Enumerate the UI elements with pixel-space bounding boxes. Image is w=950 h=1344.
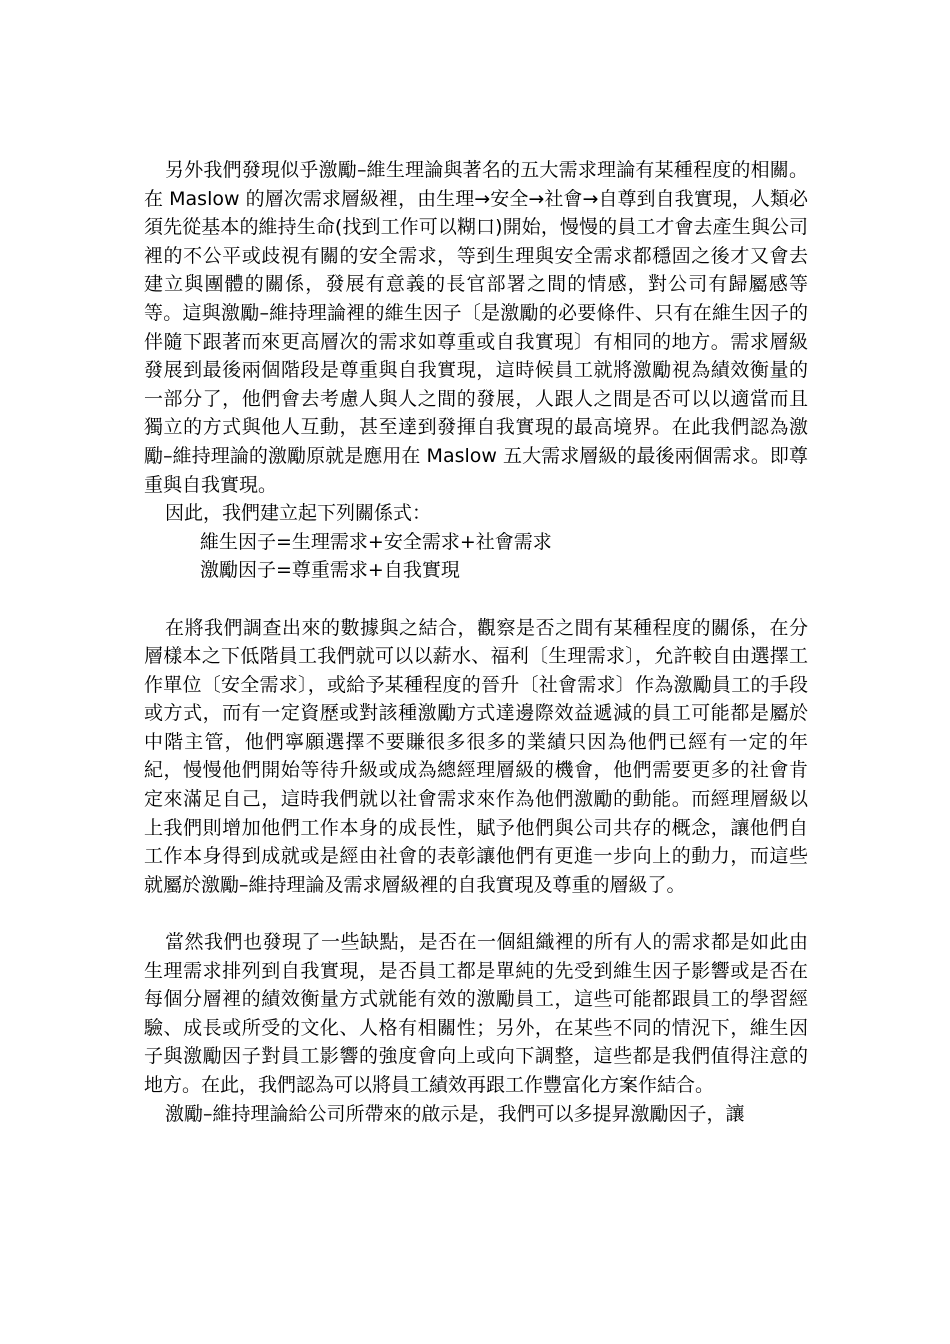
paragraph-spacer (144, 899, 808, 928)
paragraph-shortcomings: 當然我們也發現了一些缺點，是否在一個組織裡的所有人的需求都是如此由生理需求排列到自我實現，是否員工都是單純的先受到維生因子影響或是否在每個分層裡的績效衡量方式就能有效的激勵員工，這些可能都跟員工的學習經驗、成長或所受的文化、人格有相關性；另外，在某些不同的情況下，維生因子與激勵因子對員工影響的強度會向上或向下調整，這些都是我們值得注意的地方。在此，我們認為可以將員工績效再跟工作豐富化方案作結合。 (144, 931, 808, 1096)
formula-hygiene-factors: 維生因子=生理需求+安全需求+社會需求 (200, 530, 552, 553)
paragraph-maslow-relation: 另外我們發現似乎激勵–維生理論與著名的五大需求理論有某種程度的相關。在 Maslow 的層次需求層級裡，由生理→安全→社會→自尊到自我實現，人類必須先從基本的維持生命(找到工作可以糊口)開始，慢慢的員工才會去產生與公司裡的不公平或歧視有關的安全需求，等到生理與安全需求都穩固之後才又會去建立與團體的關係，發展有意義的長官部署之間的情感，對公司有歸屬感等等。這與激勵–維持理論裡的維生因子〔是激勵的必要條件、只有在維生因子的伴隨下跟著而來更高層次的需求如尊重或自我實現〕有相同的地方。需求層級發展到最後兩個階段是尊重與自我實現，這時候員工就將激勵視為績效衡量的一部分了，他們會去考慮人與人之間的發展，人跟人之間是否可以以適當而且獨立的方式與他人互動，甚至達到發揮自我實現的最高境界。在此我們認為激勵–維持理論的激勵原就是應用在 Maslow 五大需求層級的最後兩個需求。即尊重與自我實現。 (144, 159, 808, 496)
paragraph-survey-application: 在將我們調查出來的數據與之結合，觀察是否之間有某種程度的關係，在分層樣本之下低階員工我們就可以以薪水、福利〔生理需求〕，允許較自由選擇工作單位〔安全需求〕，或給予某種程度的晉升〔社會需求〕作為激勵員工的手段或方式，而有一定資歷或對該種激勵方式達邊際效益遞減的員工可能都是屬於中階主管，他們寧願選擇不要賺很多很多的業績只因為他們已經有一定的年紀，慢慢他們開始等待升級或成為總經理層級的機會，他們需要更多的社會肯定來滿足自己，這時我們就以社會需求來作為他們激勵的動能。而經理層級以上我們則增加他們工作本身的成長性，賦予他們與公司共存的概念，讓他們自工作本身得到成就或是經由社會的表彰讓他們有更進一步向上的動力，而這些就屬於激勵–維持理論及需求層級裡的自我實現及尊重的層級了。 (144, 616, 808, 896)
paragraph-implications: 激勵–維持理論給公司所帶來的啟示是，我們可以多提昇激勵因子，讓 (165, 1102, 745, 1125)
paragraph-relation-intro: 因此，我們建立起下列關係式： (165, 502, 432, 525)
document-body (144, 156, 808, 1128)
formula-motivation-factors: 激勵因子=尊重需求+自我實現 (200, 559, 460, 582)
paragraph-spacer (144, 585, 808, 614)
